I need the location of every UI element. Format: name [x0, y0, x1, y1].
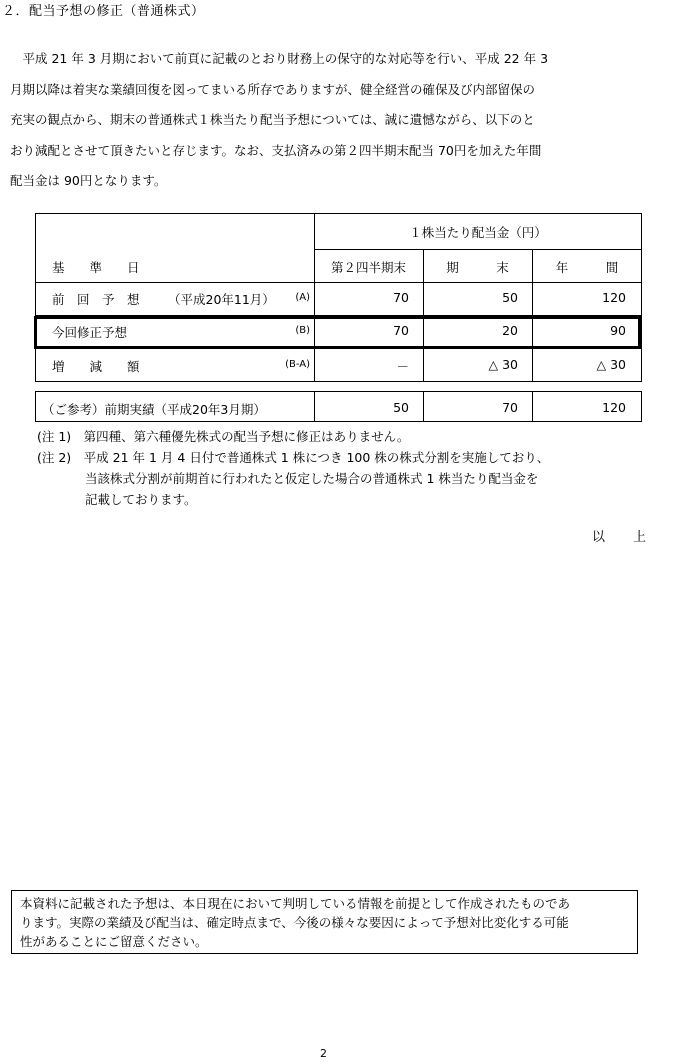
paragraph-line: 月期以降は着実な業績回復を図ってまいる所存でありますが、健全経営の確保及び内部留保の — [10, 81, 536, 97]
paragraph-line: 配当金は 90円となります。 — [10, 173, 167, 188]
header-annual: 年 間 — [555, 260, 619, 275]
row-code: (B-A) — [285, 359, 310, 370]
paragraph-line: おり減配とさせて頂きたいと存じます。なお、支払済みの第２四半期末配当 70円を加えた年間 — [10, 142, 542, 158]
disclaimer-line: ります。実際の業績及び配当は、確定時点まで、今後の様々な要因によって予想対比変化する可能 — [20, 915, 569, 930]
row-label: 今回修正予想 — [52, 325, 128, 340]
disclaimer-box — [11, 890, 638, 954]
row-code: (B) — [295, 325, 310, 336]
cell-term-end: 20 — [502, 323, 518, 338]
cell-q2: － — [396, 359, 409, 374]
dividend-table — [35, 213, 642, 382]
header-base-date: 基 準 日 — [52, 260, 140, 275]
body-paragraph — [10, 44, 654, 197]
cell-term-end: △ 30 — [488, 357, 518, 372]
reference-label: （ご参考）前期実績（平成20年3月期） — [42, 402, 266, 417]
disclaimer-line: 本資料に記載された予想は、本日現在において判明している情報を前提として作成されたものであ — [20, 896, 571, 911]
reference-table — [35, 391, 642, 422]
cell-annual: 90 — [610, 323, 626, 338]
row-label: 増 減 額 — [52, 359, 140, 374]
section-heading: ２．配当予想の修正（普通株式） — [2, 4, 205, 19]
note-2-continuation: 記載しております。 — [85, 492, 197, 507]
disclaimer-line: 性があることにご留意ください。 — [20, 934, 208, 949]
reference-q2: 50 — [393, 400, 409, 415]
reference-term-end: 70 — [502, 400, 518, 415]
header-term-end: 期 末 — [446, 260, 509, 275]
group-header: １株当たり配当金（円） — [409, 225, 547, 240]
reference-annual: 120 — [602, 400, 626, 415]
cell-term-end: 50 — [502, 290, 518, 305]
row-label: 前 回 予 想 — [52, 292, 140, 307]
cell-annual: 120 — [602, 290, 626, 305]
note-2-continuation: 当該株式分割が前期首に行われたと仮定した場合の普通株式 1 株当たり配当金を — [85, 471, 539, 486]
note-2: (注 2) 平成 21 年 1 月 4 日付で普通株式 1 株につき 100 株の株式分割を実施しており、 — [37, 450, 550, 465]
row-code: (A) — [295, 292, 310, 303]
paragraph-line: 平成 21 年 3 月期において前頁に記載のとおり財務上の保守的な対応等を行い、平成 22 年 3 — [22, 51, 549, 66]
row-sub-label: （平成20年11月） — [168, 292, 275, 307]
closing-mark: 以上 — [592, 530, 674, 545]
paragraph-line: 充実の観点から、期末の普通株式１株当たり配当予想については、誠に遺憾ながら、以下のと — [10, 112, 535, 127]
cell-annual: △ 30 — [596, 357, 626, 372]
page-number: 2 — [320, 1047, 327, 1060]
cell-q2: 70 — [393, 290, 409, 305]
header-q2: 第２四半期末 — [330, 260, 406, 275]
notes — [37, 426, 549, 510]
note-1: (注 1) 第四種、第六種優先株式の配当予想に修正はありません。 — [37, 429, 410, 444]
cell-q2: 70 — [393, 323, 409, 338]
